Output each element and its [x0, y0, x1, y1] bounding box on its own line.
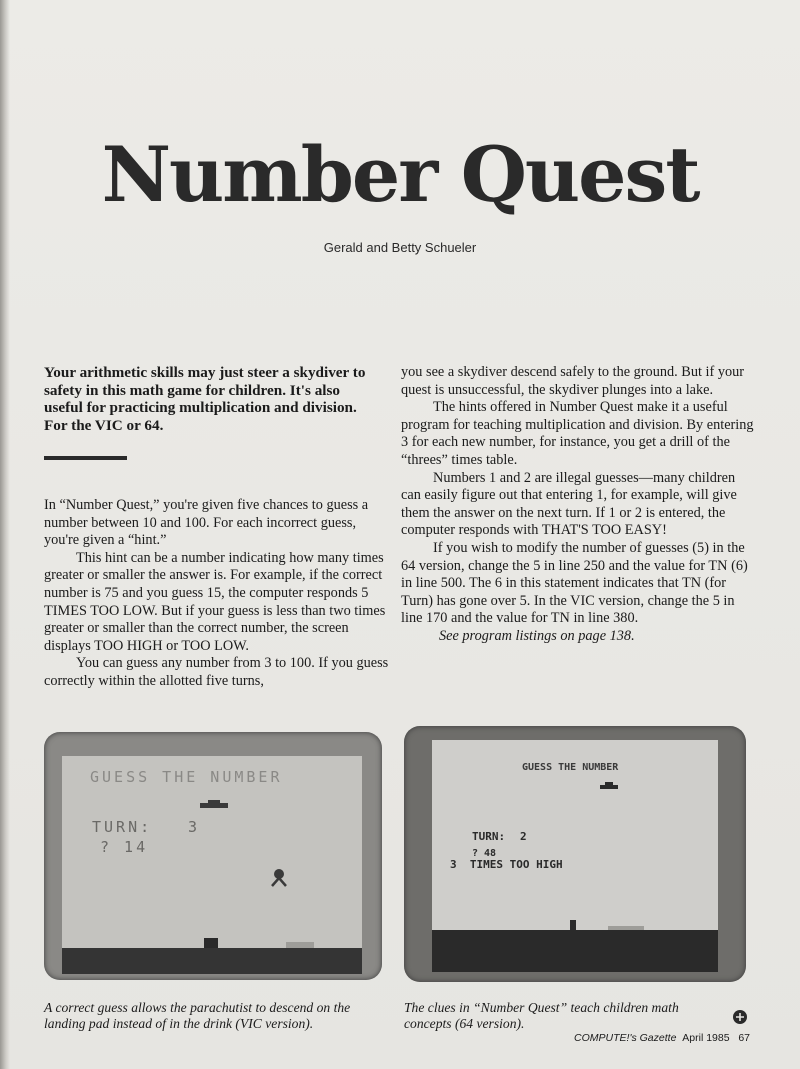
paragraph: you see a skydiver descend safely to the ground. But if your quest is unsuccessful, the skydiver plunges into a lake. [401, 364, 745, 398]
landing-pad [570, 920, 576, 930]
intro-divider [44, 456, 127, 460]
page-number: 67 [738, 1032, 750, 1044]
turn-label: TURN: [92, 818, 153, 836]
c64-screen [432, 740, 718, 972]
caption-vic: A correct guess allows the parachutist to descend on the landing pad instead of in the drink (VIC version). [44, 1000, 351, 1031]
paragraph: In “Number Quest,” you're given five chances to guess a number between 10 and 100. For each incorrect guess, you're given a “hint.” [44, 497, 369, 549]
turn-value: 2 [520, 830, 527, 843]
see-listing-note: See program listings on page 138. [439, 627, 635, 644]
paragraph: Numbers 1 and 2 are illegal guesses—many children can easily figure out that entering 1, for example, will give them the answer on the next turn. If 1 or 2 is entered, the computer responds with THAT'S TOO EASY! [401, 469, 737, 539]
ground [432, 930, 718, 972]
left-column [44, 497, 389, 691]
footer-magazine: COMPUTE!'s Gazette [574, 1032, 677, 1044]
ground [62, 948, 362, 974]
plane-icon [600, 782, 618, 791]
c64-screenshot [404, 726, 746, 982]
plane-icon [200, 800, 228, 810]
screen-title: GUESS THE NUMBER [522, 762, 619, 773]
screen-title: GUESS THE NUMBER [90, 768, 283, 786]
turn-value: 3 [188, 818, 198, 836]
paragraph: This hint can be a number indicating how many times greater or smaller the answer is. For example, if the correct number is 75 and you guess 15, the computer responds 5 TIMES TOO LOW. But if your guess is less than two times greater or smaller than the correct number, the screen displays TOO HIGH or TOO LOW. [44, 549, 386, 654]
landing-pad [204, 938, 218, 948]
guess-input: ? 48 [472, 848, 497, 859]
footer-date: April 1985 [682, 1032, 730, 1044]
lake [608, 926, 644, 930]
right-column [401, 364, 756, 646]
hint-text: 3 TIMES TOO HIGH [450, 858, 563, 871]
paragraph: If you wish to modify the number of guesses (5) in the 64 version, change the 5 in line 250 and the value for TN (6) in line 500. The 6 in this statement indicates that TN (for Turn) has gone over 5. In the VIC version, change the 5 in line 170 and the value for TN in line 380. [401, 539, 748, 627]
paragraph: The hints offered in Number Quest make it a useful program for teaching multiplication and division. By entering 3 for each new number, for instance, you get a drill of the “threes” times table. [401, 399, 754, 468]
paragraph: You can guess any number from 3 to 100. If you guess correctly within the allotted five turns, [44, 655, 389, 689]
turn-label: TURN: [472, 830, 506, 843]
vic-screen [62, 756, 362, 974]
vic-screenshot [44, 732, 382, 980]
article-byline: Gerald and Betty Schueler [323, 240, 477, 255]
guess-input: ? 14 [100, 838, 149, 856]
page-footer [574, 1032, 750, 1044]
gazette-logo-icon [733, 1010, 747, 1024]
skydiver-icon [270, 868, 288, 888]
article-intro: Your arithmetic skills may just steer a skydiver to safety in this math game for children. It's also useful for practicing multiplication and division. For the VIC or 64. [44, 364, 366, 434]
caption-c64: The clues in “Number Quest” teach children math concepts (64 version). [404, 1000, 679, 1031]
article-title: Number Quest [101, 130, 699, 219]
lake [286, 942, 314, 948]
